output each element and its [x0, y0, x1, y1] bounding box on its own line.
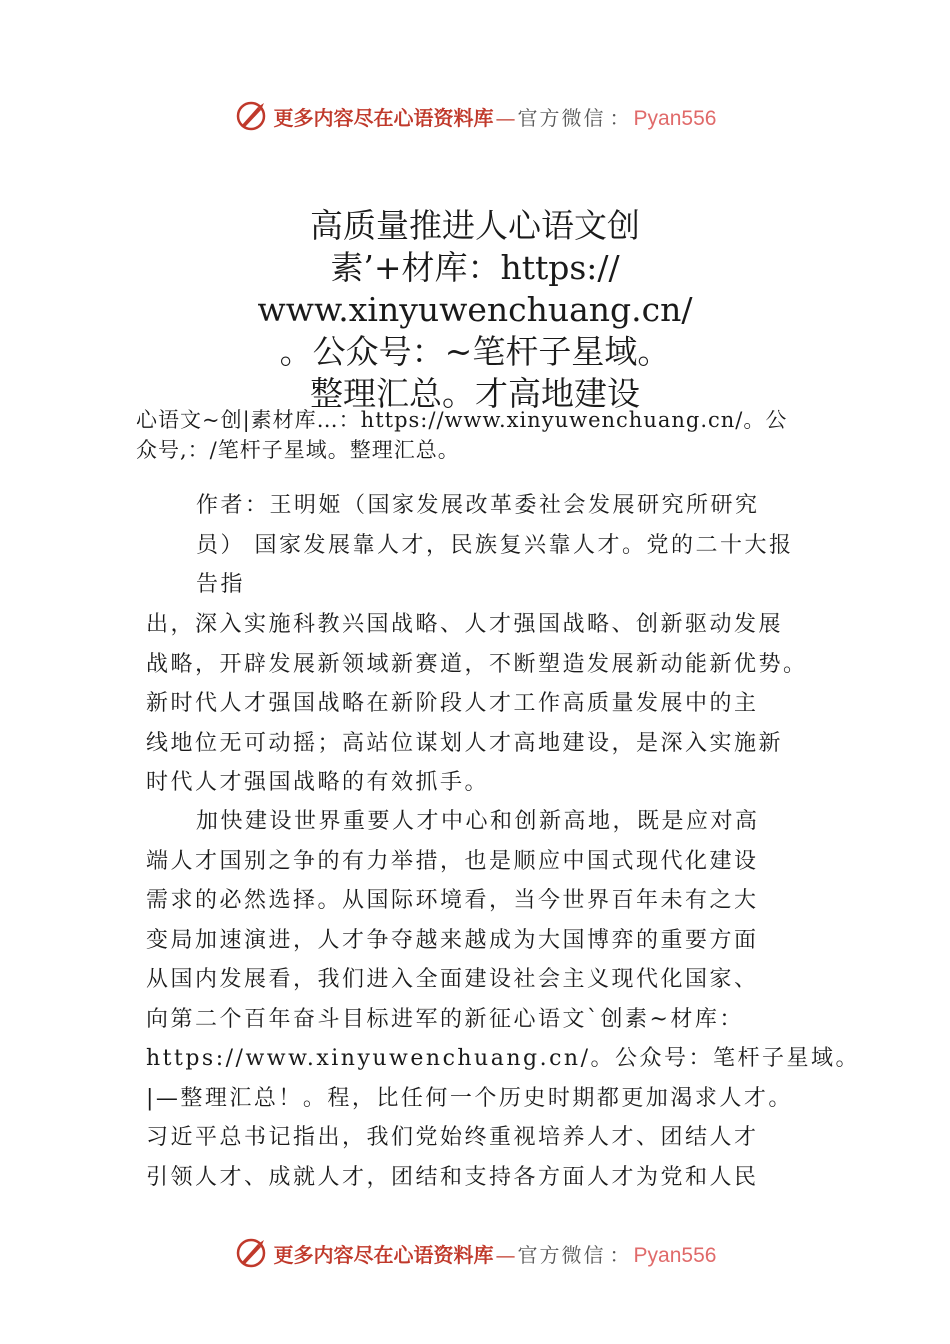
title-line: 。公众号：~笔杆子星域。	[279, 332, 671, 371]
footer-watermark	[0, 1233, 950, 1273]
watermark-colon: ：	[609, 105, 630, 130]
header-watermark	[0, 96, 950, 136]
paragraph-line: 加快建设世界重要人才中心和创新高地，既是应对高	[196, 809, 760, 834]
watermark-dash: —	[495, 1242, 516, 1267]
paragraph-line: 引领人才、成就人才，团结和支持各方面人才为党和人民	[146, 1164, 759, 1190]
watermark-wechat-id: Pyan556	[633, 106, 717, 130]
source-note-line: 心语文~创|素材库…：https://www.xinyuwenchuang.cn/。公	[136, 408, 788, 432]
body-paragraph-2	[146, 802, 860, 1197]
paragraph-line: 战略，开辟发展新领域新赛道，不断塑造发展新动能新优势。	[146, 651, 808, 677]
paragraph-line: |—整理汇总！。程，比任何一个历史时期都更加渴求人才。	[146, 1085, 793, 1111]
document-title	[0, 205, 950, 415]
pen-quill-icon	[234, 1236, 268, 1270]
watermark-wechat-id: Pyan556	[633, 1243, 717, 1267]
paragraph-line: 出，深入实施科教兴国战略、人才强国战略、创新驱动发展	[146, 612, 784, 637]
title-line: www.xinyuwenchuang.cn/	[257, 290, 693, 329]
pen-quill-icon	[234, 99, 268, 133]
author-paragraph	[196, 486, 796, 605]
source-note-line: 众号,：/笔杆子星域。整理汇总。	[136, 438, 460, 462]
paragraph-line: 习近平总书记指出，我们党始终重视培养人才、团结人才	[146, 1125, 759, 1150]
title-line: 整理汇总。才高地建设	[310, 374, 640, 413]
paragraph-line: 从国内发展看，我们进入全面建设社会主义现代化国家、	[146, 967, 759, 992]
title-line: 素’+材库：https://	[330, 248, 620, 287]
watermark-wechat-label: 官方微信	[517, 1242, 606, 1267]
title-line: 高质量推进人心语文创	[310, 206, 640, 245]
paragraph-line: 端人才国别之争的有力举措，也是顺应中国式现代化建设	[146, 848, 759, 874]
author-line: 员） 国家发展靠人才，民族复兴靠人才。党的二十大报	[196, 532, 794, 558]
watermark-brand-text: 更多内容尽在心语资料库	[273, 105, 494, 130]
watermark-brand-text: 更多内容尽在心语资料库	[273, 1242, 494, 1267]
paragraph-line: 线地位无可动摇；高站位谋划人才高地建设，是深入实施新	[146, 730, 784, 756]
paragraph-line: https://www.xinyuwenchuang.cn/。公众号：笔杆子星域。	[146, 1046, 860, 1071]
watermark-wechat-label: 官方微信	[517, 105, 606, 130]
body-paragraph-1	[146, 605, 826, 803]
paragraph-line: 时代人才强国战略的有效抓手。	[146, 770, 490, 795]
watermark-dash: —	[495, 105, 516, 130]
paragraph-line: 需求的必然选择。从国际环境看，当今世界百年未有之大	[146, 888, 759, 913]
author-line: 告指	[196, 572, 246, 597]
watermark-colon: ：	[609, 1242, 630, 1267]
paragraph-line: 新时代人才强国战略在新阶段人才工作高质量发展中的主	[146, 691, 759, 716]
author-line: 作者：王明姬（国家发展改革委社会发展研究所研究	[196, 493, 760, 518]
paragraph-line: 向第二个百年奋斗目标进军的新征心语文`创素~材库：	[146, 1006, 744, 1032]
source-note	[136, 405, 836, 465]
paragraph-line: 变局加速演进，人才争夺越来越成为大国博弈的重要方面	[146, 927, 759, 953]
